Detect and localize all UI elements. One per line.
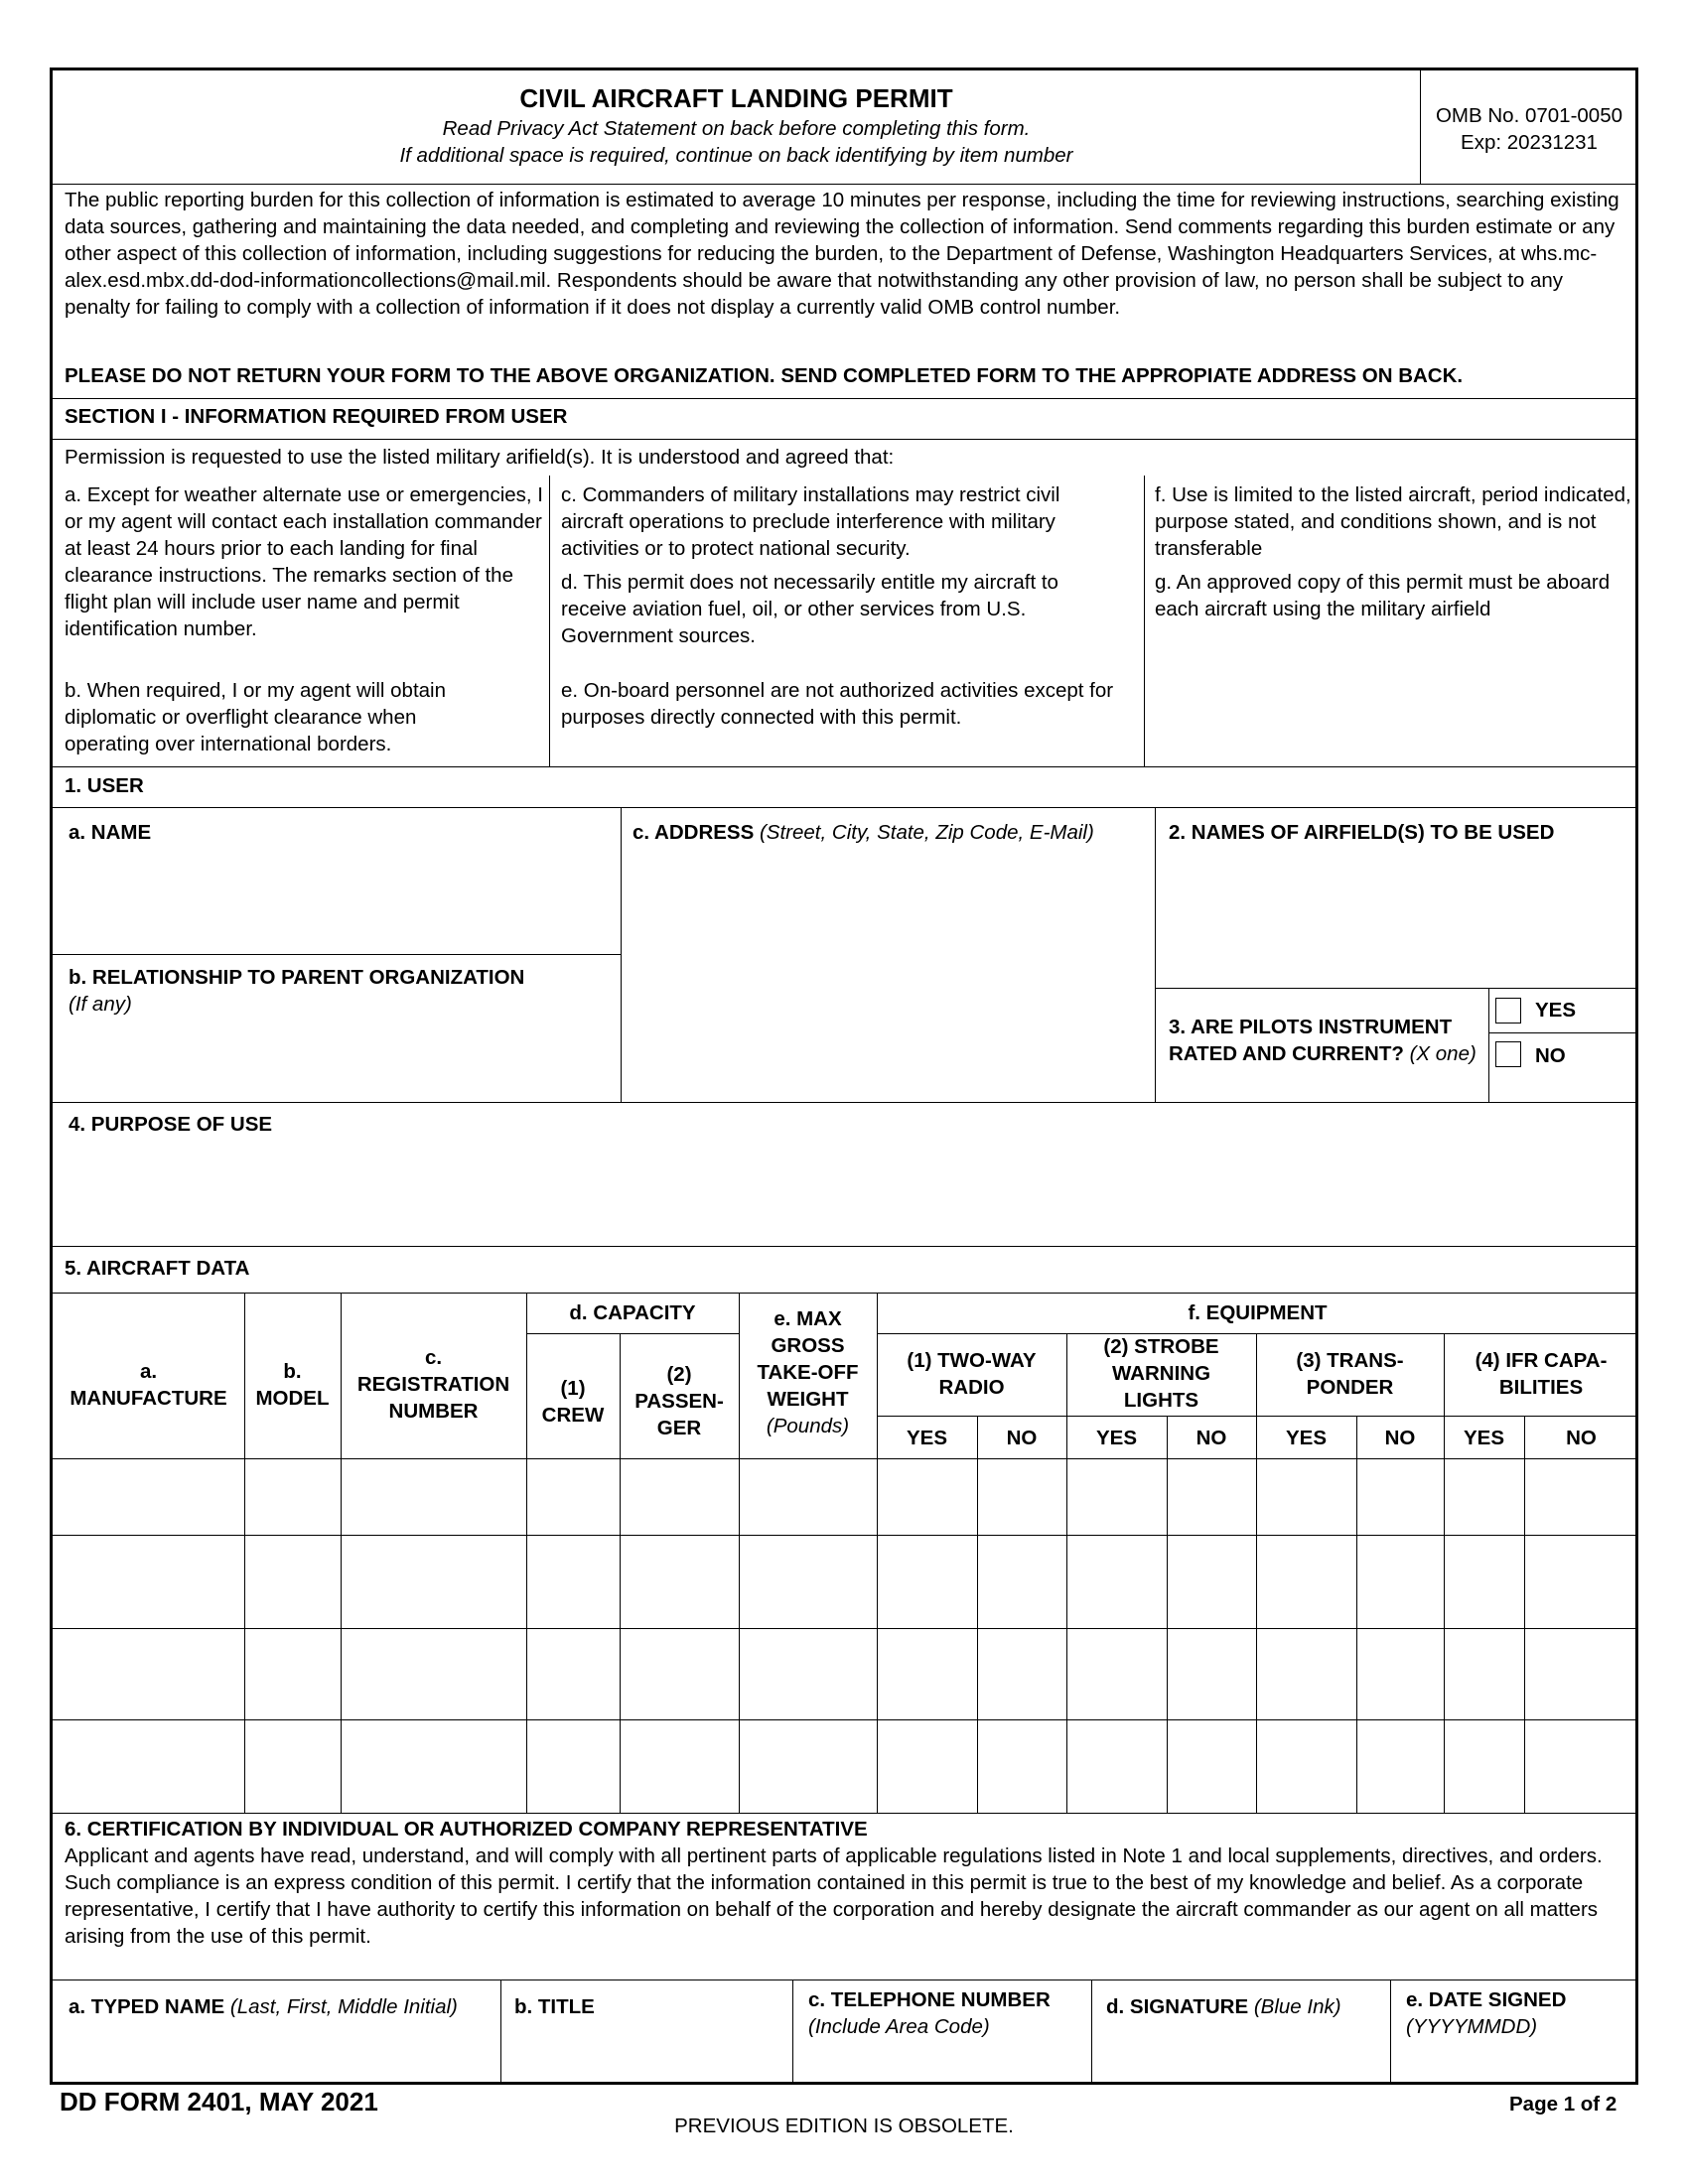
title-field[interactable]	[511, 2026, 783, 2078]
aircraft-row-3[interactable]	[53, 1628, 1638, 1719]
col-model-head	[244, 1358, 341, 1412]
date-signed-hint: (YYYYMMDD)	[1406, 2015, 1538, 2038]
clause-e: e. On-board personnel are not authorized activities except for purposes directly connected with this permit.	[561, 679, 1114, 729]
col-strobe-label-3: LIGHTS	[1123, 1389, 1199, 1412]
user-name-field[interactable]	[65, 855, 605, 936]
relationship-field[interactable]	[65, 1024, 605, 1085]
signature-label-text: d. SIGNATURE	[1106, 1995, 1249, 2018]
col-crew-number: (1)	[560, 1377, 586, 1400]
telephone-hint: (Include Area Code)	[808, 2015, 990, 2038]
radio-no-head: NO	[1006, 1427, 1038, 1449]
telephone-label: c. TELEPHONE NUMBER	[808, 1988, 1051, 2011]
omb-expiration: Exp: 20231231	[1461, 131, 1598, 154]
col-passenger-label-2: GER	[656, 1417, 702, 1439]
address-label	[633, 819, 1149, 846]
radio-yes-head: YES	[906, 1427, 948, 1449]
col-transponder-label-2: PONDER	[1306, 1376, 1394, 1399]
col-radio-label-1: (1) TWO-WAY	[907, 1349, 1037, 1372]
col-ifr-head	[1444, 1347, 1638, 1401]
relationship-label: b. RELATIONSHIP TO PARENT ORGANIZATION	[69, 966, 525, 989]
do-not-return-notice: PLEASE DO NOT RETURN YOUR FORM TO THE ABOVE ORGANIZATION. SEND COMPLETED FORM TO THE APPROPIATE ADDRESS ON BACK.	[65, 364, 1464, 387]
typed-name-label-text: a. TYPED NAME	[69, 1995, 225, 2018]
col-weight-label-4: WEIGHT	[767, 1388, 849, 1411]
ifr-no-head: NO	[1566, 1427, 1597, 1449]
purpose-label: 4. PURPOSE OF USE	[69, 1113, 273, 1136]
signature-field[interactable]	[1103, 2026, 1381, 2078]
section-1-title: SECTION I - INFORMATION REQUIRED FROM USER	[65, 405, 568, 428]
obsolete-notice: PREVIOUS EDITION IS OBSOLETE.	[674, 2115, 1014, 2137]
clause-a: a. Except for weather alternate use or emergencies, I or my agent will contact each installation commander at least 24 hours prior to each landing for final clearance instructions. The remarks section of the flight plan will include user name and permit identification number.	[65, 483, 544, 640]
instrument-rated-label-2	[1169, 1040, 1477, 1067]
yes-checkbox[interactable]	[1495, 998, 1521, 1024]
col-registration-label: REGISTRATION	[356, 1373, 510, 1396]
form-subtitle-space: If additional space is required, continue on back identifying by item number	[399, 144, 1073, 167]
date-signed-label: e. DATE SIGNED	[1406, 1988, 1567, 2011]
instrument-rated-question: RATED AND CURRENT?	[1169, 1042, 1404, 1065]
airfields-label: 2. NAMES OF AIRFIELD(S) TO BE USED	[1169, 821, 1555, 844]
aircraft-row-1[interactable]	[53, 1458, 1638, 1535]
col-weight-label-2: GROSS	[771, 1334, 845, 1357]
col-passenger-head	[620, 1361, 739, 1441]
aircraft-row-4[interactable]	[53, 1719, 1638, 1813]
relationship-hint: (If any)	[69, 993, 132, 1016]
col-model-label: MODEL	[255, 1387, 330, 1410]
strobe-yes-head: YES	[1095, 1427, 1138, 1449]
col-model-letter: b.	[283, 1360, 302, 1383]
address-label-text: c. ADDRESS	[633, 821, 755, 844]
section-1-intro: Permission is requested to use the listed military arifield(s). It is understood and agreed that:	[65, 446, 895, 469]
instrument-rated-label-1: 3. ARE PILOTS INSTRUMENT	[1169, 1016, 1453, 1038]
col-registration-letter: c.	[424, 1346, 443, 1369]
item-1-title: 1. USER	[65, 774, 144, 797]
col-transponder-label-1: (3) TRANS-	[1296, 1349, 1404, 1372]
col-passenger-number: (2)	[666, 1363, 692, 1386]
typed-name-hint: (Last, First, Middle Initial)	[229, 1995, 458, 2018]
form-title: CIVIL AIRCRAFT LANDING PERMIT	[519, 83, 953, 113]
airfields-field[interactable]	[1167, 855, 1627, 966]
clause-c: c. Commanders of military installations may restrict civil aircraft operations to preclude interference with military activities or to protect national security.	[561, 483, 1060, 560]
user-name-label: a. NAME	[69, 821, 152, 844]
col-registration-label-2: NUMBER	[388, 1400, 479, 1423]
col-registration-head	[341, 1344, 526, 1425]
date-signed-field[interactable]	[1403, 2042, 1625, 2080]
col-capacity-head: d. CAPACITY	[569, 1301, 696, 1324]
page-number: Page 1 of 2	[1509, 2093, 1618, 2116]
aircraft-data-title: 5. AIRCRAFT DATA	[65, 1257, 250, 1280]
col-strobe-head	[1066, 1333, 1256, 1414]
title-label: b. TITLE	[514, 1995, 595, 2018]
strobe-no-head: NO	[1196, 1427, 1227, 1449]
clause-b: b. When required, I or my agent will obtain diplomatic or overflight clearance when operating over international borders.	[65, 679, 446, 755]
col-radio-label-2: RADIO	[938, 1376, 1005, 1399]
address-field[interactable]	[633, 855, 1133, 1085]
permit-form	[50, 68, 1638, 2085]
col-transponder-head	[1256, 1347, 1444, 1401]
certification-text: Applicant and agents have read, understand, and will comply with all pertinent parts of applicable regulations listed in Note 1 and local supplements, directives, and orders. Such compliance is an express condition of this permit. I certify that the information contained in this permit is true to the best of my knowledge and belief. As a corporate representative, I certify that I have authority to certify this information on behalf of the corporation and hereby designate the aircraft commander as our agent on all matters arising from the use of this permit.	[65, 1844, 1603, 1948]
col-weight-label-3: TAKE-OFF	[757, 1361, 859, 1384]
col-weight-label-1: e. MAX	[774, 1307, 842, 1330]
transponder-no-head: NO	[1384, 1427, 1416, 1449]
transponder-yes-head: YES	[1285, 1427, 1328, 1449]
instrument-rated-hint: (X one)	[1409, 1042, 1477, 1065]
signature-hint: (Blue Ink)	[1253, 1995, 1341, 2018]
typed-name-label	[69, 1993, 458, 2020]
col-manufacture-label: MANUFACTURE	[70, 1387, 227, 1410]
omb-number: OMB No. 0701-0050	[1435, 104, 1623, 127]
col-strobe-label-1: (2) STROBE	[1103, 1335, 1219, 1358]
col-manufacture-letter: a.	[139, 1360, 158, 1383]
form-subtitle-privacy: Read Privacy Act Statement on back before completing this form.	[442, 117, 1031, 140]
typed-name-field[interactable]	[65, 2026, 495, 2078]
col-crew-label: CREW	[541, 1404, 605, 1427]
col-crew-head	[526, 1375, 620, 1429]
signature-label	[1106, 1993, 1341, 2020]
col-radio-head	[877, 1347, 1066, 1401]
ifr-yes-head: YES	[1463, 1427, 1505, 1449]
aircraft-row-2[interactable]	[53, 1535, 1638, 1628]
col-passenger-label: PASSEN-	[634, 1390, 724, 1413]
col-manufacture-head	[53, 1358, 244, 1412]
yes-label: YES	[1535, 999, 1577, 1022]
col-ifr-label-1: (4) IFR CAPA-	[1475, 1349, 1608, 1372]
col-strobe-label-2: WARNING	[1111, 1362, 1211, 1385]
no-checkbox[interactable]	[1495, 1041, 1521, 1067]
no-label: NO	[1535, 1044, 1566, 1067]
clause-d: d. This permit does not necessarily entitle my aircraft to receive aviation fuel, oil, or other services from U.S. Government sources.	[561, 571, 1058, 647]
form-number: DD FORM 2401, MAY 2021	[60, 2087, 378, 2116]
burden-statement: The public reporting burden for this collection of information is estimated to average 10 minutes per response, including the time for reviewing instructions, searching existing data sources, gathering and maintaining the data needed, and completing and reviewing the collection of information. Send comments regarding this burden estimate or any other aspect of this collection of information, including suggestions for reducing the burden, to the Department of Defense, Washington Headquarters Services, at whs.mc-alex.esd.mbx.dd-dod-informationcollections@mail.mil. Respondents should be aware that notwithstanding any other provision of law, no person shall be subject to any penalty for failing to comply with a collection of information if it does not display a currently valid OMB control number.	[65, 189, 1619, 319]
clause-f: f. Use is limited to the listed aircraft, period indicated, purpose stated, and conditions shown, and is not transferable	[1155, 483, 1631, 560]
col-equipment-head: f. EQUIPMENT	[1188, 1301, 1328, 1324]
certification-title: 6. CERTIFICATION BY INDIVIDUAL OR AUTHORIZED COMPANY REPRESENTATIVE	[65, 1818, 868, 1841]
purpose-field[interactable]	[65, 1143, 1627, 1234]
col-ifr-label-2: BILITIES	[1498, 1376, 1584, 1399]
col-weight-head	[739, 1305, 877, 1439]
telephone-field[interactable]	[805, 2042, 1087, 2080]
col-weight-unit: (Pounds)	[766, 1415, 850, 1437]
address-hint: (Street, City, State, Zip Code, E-Mail)	[759, 821, 1094, 844]
clause-g: g. An approved copy of this permit must be aboard each aircraft using the military airfield	[1155, 571, 1611, 620]
